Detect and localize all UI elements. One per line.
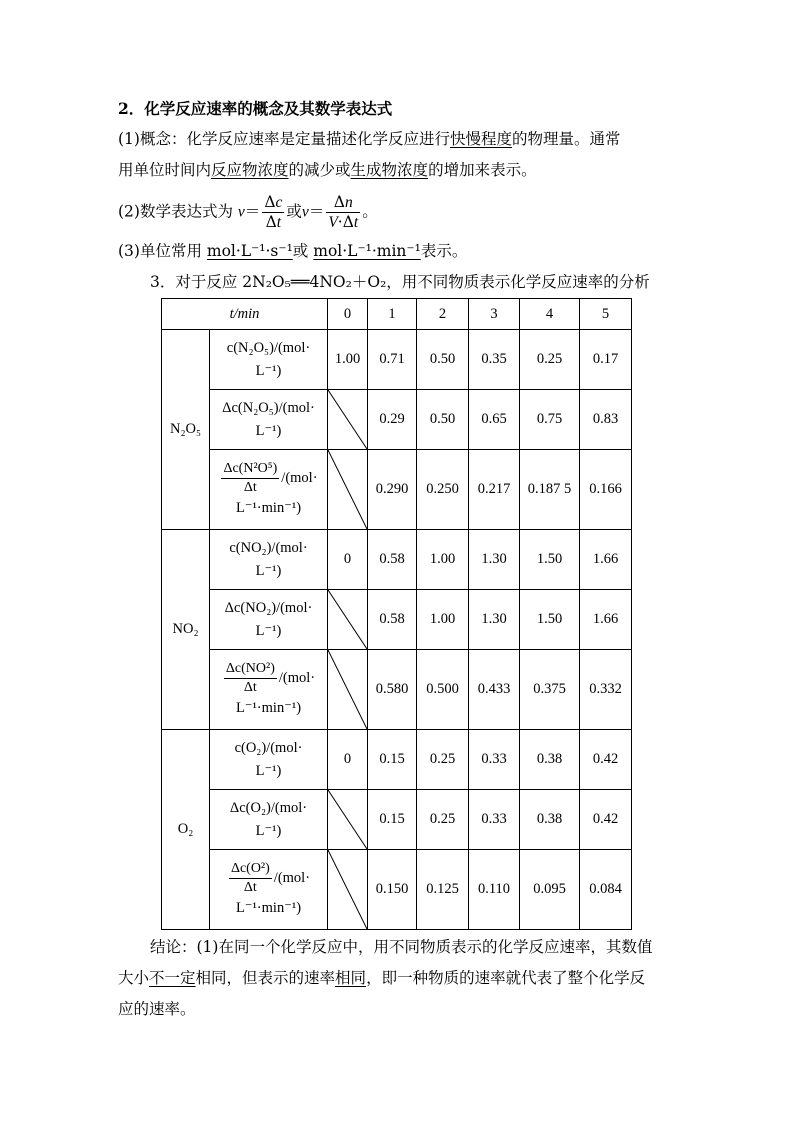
time-cell: 0: [328, 299, 368, 330]
quantity-label: c(NO₂)/(mol· L⁻¹): [210, 530, 328, 590]
section-2-title: 2．化学反应速率的概念及其数学表达式: [118, 99, 393, 118]
diagonal-empty-cell: [328, 850, 368, 930]
value-cell: 1.50: [520, 530, 580, 590]
diagonal-empty-cell: [328, 790, 368, 850]
table-row: [162, 450, 632, 530]
value-cell: 0.084: [580, 850, 632, 930]
conclusion-paragraph: 结论：(1)在同一个化学反应中，用不同物质表示的化学反应速率，其数值 大小不一定相同，但表示的速率相同，即一种物质的速率就代表了整个化学反 应的速率。: [118, 938, 653, 1018]
quantity-label: $\frac{\text{Δc(N²O⁵)}}{\Delta t}$ /(mol· L⁻¹·min⁻¹): [210, 450, 328, 530]
table-row: [162, 650, 632, 730]
table-row: [162, 530, 632, 590]
value-cell: 1.00: [328, 330, 368, 390]
table-row: [162, 590, 632, 650]
value-cell: 0.187 5: [520, 450, 580, 530]
value-cell: 0.75: [520, 390, 580, 450]
value-cell: 1.50: [520, 590, 580, 650]
table-row: [162, 330, 632, 390]
value-cell: 0.17: [580, 330, 632, 390]
quantity-label: $\frac{\text{Δc(NO²)}}{\Delta t}$ /(mol· L⁻¹·min⁻¹): [210, 650, 328, 730]
value-cell: 0.58: [368, 590, 417, 650]
value-cell: 0.250: [417, 450, 469, 530]
value-cell: 0.25: [417, 730, 469, 790]
formula-fraction-1: $\frac{\Delta c}{\Delta t}$: [264, 193, 283, 231]
time-cell: 1: [368, 299, 417, 330]
value-cell: 0.71: [368, 330, 417, 390]
rate-fraction: $\frac{\text{Δc(NO²)}}{\Delta t}$: [225, 660, 275, 695]
value-cell: 0.35: [469, 330, 520, 390]
value-cell: 0.290: [368, 450, 417, 530]
value-cell: 0.38: [520, 790, 580, 850]
rate-fraction: $\frac{\text{Δc(N²O⁵)}}{\Delta t}$: [223, 460, 278, 495]
value-cell: 0.150: [368, 850, 417, 930]
section-3-title: 3．对于反应 2N₂O₅══4NO₂＋O₂，用不同物质表示化学反应速率的分析: [150, 273, 650, 291]
value-cell: 0.29: [368, 390, 417, 450]
species-cell: N₂O₅: [162, 330, 210, 530]
value-cell: 1.00: [417, 530, 469, 590]
unit-paragraph: (3)单位常用 mol·L⁻¹·s⁻¹或 mol·L⁻¹·min⁻¹表示。: [118, 242, 468, 260]
value-cell: 0.50: [417, 330, 469, 390]
unit-underlined: mol·L⁻¹·min⁻¹: [313, 242, 421, 260]
quantity-label: c(O₂)/(mol· L⁻¹): [210, 730, 328, 790]
value-cell: 0.500: [417, 650, 469, 730]
species-cell: O₂: [162, 730, 210, 930]
underlined-term: 不一定: [149, 969, 196, 987]
value-cell: 0.15: [368, 790, 417, 850]
time-cell: 5: [580, 299, 632, 330]
table-row: [162, 730, 632, 790]
value-cell: 0.15: [368, 730, 417, 790]
quantity-label: Δc(O₂)/(mol· L⁻¹): [210, 790, 328, 850]
diagonal-empty-cell: [328, 450, 368, 530]
diagonal-empty-cell: [328, 590, 368, 650]
underlined-term: 反应物浓度: [211, 161, 289, 179]
value-cell: 0.580: [368, 650, 417, 730]
rate-fraction: $\frac{\text{Δc(O²)}}{\Delta t}$: [230, 860, 270, 895]
diagonal-empty-cell: [328, 390, 368, 450]
formula-fraction-2: $\frac{\Delta n}{V\cdot\Delta t}$: [328, 193, 359, 231]
time-cell: 4: [520, 299, 580, 330]
table-row: [162, 850, 632, 930]
time-cell: 3: [469, 299, 520, 330]
header-row: [162, 299, 632, 330]
value-cell: 0.433: [469, 650, 520, 730]
value-cell: 1.30: [469, 590, 520, 650]
value-cell: 0.125: [417, 850, 469, 930]
diagonal-empty-cell: [328, 650, 368, 730]
quantity-label: c(N₂O₅)/(mol· L⁻¹): [210, 330, 328, 390]
underlined-term: 相同: [335, 969, 367, 987]
unit-underlined: mol·L⁻¹·s⁻¹: [206, 242, 293, 260]
quantity-label: $\frac{\text{Δc(O²)}}{\Delta t}$ /(mol· L⁻¹·min⁻¹): [210, 850, 328, 930]
value-cell: 0.83: [580, 390, 632, 450]
quantity-label: Δc(NO₂)/(mol· L⁻¹): [210, 590, 328, 650]
reaction-rate-table: [161, 298, 632, 930]
value-cell: 0.65: [469, 390, 520, 450]
value-cell: 0.50: [417, 390, 469, 450]
table-row: [162, 390, 632, 450]
value-cell: 1.66: [580, 530, 632, 590]
value-cell: 1.00: [417, 590, 469, 650]
value-cell: 0: [328, 730, 368, 790]
concept-paragraph: (1)概念：化学反应速率是定量描述化学反应进行快慢程度的物理量。通常 用单位时间内反应物浓度的减少或生成物浓度的增加来表示。: [118, 130, 621, 179]
value-cell: 0.42: [580, 790, 632, 850]
species-cell: NO₂: [162, 530, 210, 730]
header-label: t/min: [162, 299, 328, 330]
value-cell: 0.095: [520, 850, 580, 930]
value-cell: 0.375: [520, 650, 580, 730]
value-cell: 1.66: [580, 590, 632, 650]
underlined-term: 生成物浓度: [350, 161, 429, 179]
value-cell: 0.332: [580, 650, 632, 730]
value-cell: 0.58: [368, 530, 417, 590]
value-cell: 0.33: [469, 790, 520, 850]
time-cell: 2: [417, 299, 469, 330]
table-row: [162, 790, 632, 850]
value-cell: 0.33: [469, 730, 520, 790]
underlined-term: 快慢程度: [449, 130, 512, 148]
formula-paragraph: (2)数学表达式为 v＝ $\frac{\Delta c}{\Delta t}$ 或v＝ $\frac{\Delta n}{V\cdot\Delta t}$ 。: [118, 193, 378, 231]
value-cell: 0.25: [520, 330, 580, 390]
value-cell: 0.217: [469, 450, 520, 530]
value-cell: 0.42: [580, 730, 632, 790]
value-cell: 0.166: [580, 450, 632, 530]
value-cell: 1.30: [469, 530, 520, 590]
value-cell: 0.110: [469, 850, 520, 930]
value-cell: 0.25: [417, 790, 469, 850]
value-cell: 0: [328, 530, 368, 590]
value-cell: 0.38: [520, 730, 580, 790]
quantity-label: Δc(N₂O₅)/(mol· L⁻¹): [210, 390, 328, 450]
